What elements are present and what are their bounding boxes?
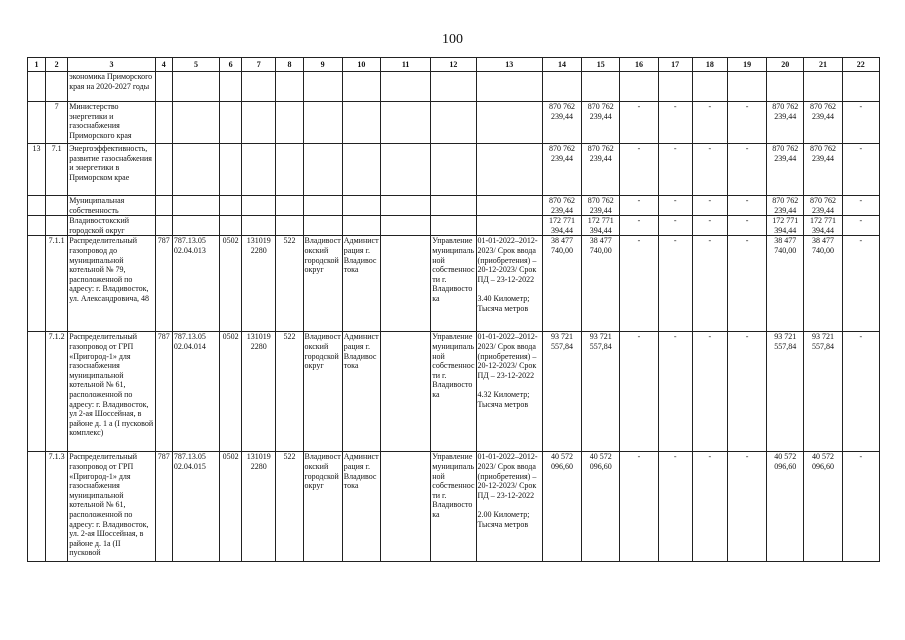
- column-header-14: 14: [542, 58, 581, 72]
- cell-col-14: 870 762 239,44: [542, 196, 581, 216]
- cell-col-21: 93 721 557,84: [804, 332, 842, 452]
- cell-col-17: -: [658, 236, 692, 332]
- cell-col-2: [46, 216, 68, 236]
- cell-col-8: 522: [276, 452, 303, 562]
- cell-col-9: [303, 102, 342, 144]
- cell-col-15: 40 572 096,60: [582, 452, 620, 562]
- cell-col-8: [276, 102, 303, 144]
- cell-col-3: Владивостокский городской округ: [68, 216, 156, 236]
- cell-col-19: -: [727, 216, 766, 236]
- cell-col-18: -: [692, 144, 727, 196]
- cell-col-20: [767, 72, 804, 102]
- cell-col-17: -: [658, 102, 692, 144]
- cell-col-8: 522: [276, 332, 303, 452]
- cell-col-6: 0502: [220, 236, 242, 332]
- cell-col-10: [342, 102, 380, 144]
- cell-col-6: [220, 144, 242, 196]
- cell-col-12: Управление муниципальной собственности г. Владивостока: [431, 452, 476, 562]
- cell-col-16: -: [620, 102, 658, 144]
- cell-col-3: Муниципальная собственность: [68, 196, 156, 216]
- cell-col-21: 870 762 239,44: [804, 102, 842, 144]
- cell-col-11: [380, 72, 430, 102]
- cell-col-4: [155, 144, 172, 196]
- cell-col-12: Управление муниципальной собственности г. Владивостока: [431, 332, 476, 452]
- column-header-11: 11: [380, 58, 430, 72]
- cell-col-19: -: [727, 196, 766, 216]
- cell-col-9: [303, 144, 342, 196]
- cell-col-16: -: [620, 216, 658, 236]
- cell-col-14: 38 477 740,00: [542, 236, 581, 332]
- cell-col-18: -: [692, 196, 727, 216]
- cell-col-18: -: [692, 216, 727, 236]
- column-header-2: 2: [46, 58, 68, 72]
- cell-col-2: 7: [46, 102, 68, 144]
- cell-col-22: -: [842, 236, 879, 332]
- cell-col-8: [276, 144, 303, 196]
- cell-col-4: 787: [155, 332, 172, 452]
- cell-col-12: Управление муниципальной собственности г. Владивостока: [431, 236, 476, 332]
- cell-col-16: -: [620, 452, 658, 562]
- column-header-20: 20: [767, 58, 804, 72]
- cell-col-19: -: [727, 452, 766, 562]
- cell-col-1: [28, 452, 46, 562]
- column-header-5: 5: [172, 58, 219, 72]
- cell-col-12: [431, 102, 476, 144]
- cell-col-22: -: [842, 196, 879, 216]
- cell-col-14: 93 721 557,84: [542, 332, 581, 452]
- cell-col-19: -: [727, 144, 766, 196]
- cell-col-5: [172, 196, 219, 216]
- column-header-16: 16: [620, 58, 658, 72]
- cell-col-14: 40 572 096,60: [542, 452, 581, 562]
- cell-col-22: -: [842, 102, 879, 144]
- cell-col-6: [220, 216, 242, 236]
- cell-col-17: -: [658, 332, 692, 452]
- column-header-10: 10: [342, 58, 380, 72]
- cell-col-12: [431, 144, 476, 196]
- column-header-3: 3: [68, 58, 156, 72]
- cell-col-21: 40 572 096,60: [804, 452, 842, 562]
- cell-col-11: [380, 452, 430, 562]
- cell-col-18: -: [692, 452, 727, 562]
- cell-col-2: 7.1.1: [46, 236, 68, 332]
- cell-col-7: 131019 2280: [242, 236, 276, 332]
- cell-col-2: 7.1.3: [46, 452, 68, 562]
- cell-col-2: [46, 72, 68, 102]
- cell-col-8: [276, 72, 303, 102]
- cell-col-3: Распределительный газопровод от ГРП «Пригород-1» для газоснабжения муниципальной котельной № 61, расположенной по адресу: г. Владивосток, ул 2-ая Шоссейная, в районе д. 1 а (I пусковой комплекс): [68, 332, 156, 452]
- cell-col-1: [28, 196, 46, 216]
- cell-col-22: [842, 72, 879, 102]
- cell-col-11: [380, 216, 430, 236]
- column-header-7: 7: [242, 58, 276, 72]
- cell-col-15: 870 762 239,44: [582, 102, 620, 144]
- cell-col-6: [220, 102, 242, 144]
- cell-col-1: 13: [28, 144, 46, 196]
- table-body: [28, 72, 880, 562]
- cell-col-15: 38 477 740,00: [582, 236, 620, 332]
- table-row: [28, 144, 880, 196]
- cell-col-19: -: [727, 102, 766, 144]
- cell-col-14: 172 771 394,44: [542, 216, 581, 236]
- cell-col-7: [242, 216, 276, 236]
- cell-col-2: 7.1: [46, 144, 68, 196]
- cell-col-13: [476, 216, 542, 236]
- cell-col-4: [155, 102, 172, 144]
- cell-col-20: 870 762 239,44: [767, 196, 804, 216]
- cell-col-13: [476, 196, 542, 216]
- cell-col-17: -: [658, 452, 692, 562]
- cell-col-22: -: [842, 332, 879, 452]
- cell-col-16: -: [620, 144, 658, 196]
- cell-col-7: 131019 2280: [242, 332, 276, 452]
- cell-col-5: [172, 102, 219, 144]
- column-header-13: 13: [476, 58, 542, 72]
- cell-col-15: 172 771 394,44: [582, 216, 620, 236]
- column-header-4: 4: [155, 58, 172, 72]
- table-row: [28, 452, 880, 562]
- cell-col-7: [242, 102, 276, 144]
- cell-col-9: Владивостокский городской округ: [303, 332, 342, 452]
- cell-col-10: [342, 196, 380, 216]
- cell-col-7: [242, 196, 276, 216]
- cell-col-7: [242, 144, 276, 196]
- column-header-6: 6: [220, 58, 242, 72]
- table-row: [28, 236, 880, 332]
- cell-col-1: [28, 216, 46, 236]
- column-header-19: 19: [727, 58, 766, 72]
- cell-col-21: [804, 72, 842, 102]
- cell-col-15: [582, 72, 620, 102]
- cell-col-17: -: [658, 216, 692, 236]
- table-row: [28, 196, 880, 216]
- cell-col-20: 93 721 557,84: [767, 332, 804, 452]
- cell-col-21: 172 771 394,44: [804, 216, 842, 236]
- cell-col-7: 131019 2280: [242, 452, 276, 562]
- cell-col-11: [380, 236, 430, 332]
- cell-col-3: Энергоэффективность, развитие газоснабжения и энергетики в Приморском крае: [68, 144, 156, 196]
- cell-col-20: 38 477 740,00: [767, 236, 804, 332]
- cell-col-5: 787.13.05 02.04.014: [172, 332, 219, 452]
- cell-col-12: [431, 216, 476, 236]
- cell-col-9: Владивостокский городской округ: [303, 452, 342, 562]
- cell-col-18: -: [692, 102, 727, 144]
- cell-col-5: 787.13.05 02.04.015: [172, 452, 219, 562]
- cell-col-15: 870 762 239,44: [582, 196, 620, 216]
- column-header-21: 21: [804, 58, 842, 72]
- cell-col-1: [28, 332, 46, 452]
- cell-col-13: 01-01-2022–2012-2023/ Срок ввода (приобретения) – 20-12-2023/ Срок ПД – 23-12-2022 2.00 Километр; Тысяча метров: [476, 452, 542, 562]
- cell-col-22: -: [842, 216, 879, 236]
- cell-col-19: -: [727, 332, 766, 452]
- cell-col-19: [727, 72, 766, 102]
- cell-col-9: Владивостокский городской округ: [303, 236, 342, 332]
- cell-col-15: 93 721 557,84: [582, 332, 620, 452]
- cell-col-4: [155, 72, 172, 102]
- cell-col-7: [242, 72, 276, 102]
- cell-col-22: -: [842, 452, 879, 562]
- cell-col-11: [380, 196, 430, 216]
- cell-col-21: 38 477 740,00: [804, 236, 842, 332]
- cell-col-6: 0502: [220, 332, 242, 452]
- cell-col-20: 870 762 239,44: [767, 144, 804, 196]
- cell-col-1: [28, 236, 46, 332]
- cell-col-5: [172, 144, 219, 196]
- cell-col-18: -: [692, 236, 727, 332]
- cell-col-14: 870 762 239,44: [542, 144, 581, 196]
- cell-col-10: [342, 216, 380, 236]
- budget-table: [27, 57, 880, 562]
- cell-col-3: Распределительный газопровод до муниципальной котельной № 79, расположенной по адресу: г. Владивосток, ул. Александровича, 48: [68, 236, 156, 332]
- cell-col-5: 787.13.05 02.04.013: [172, 236, 219, 332]
- cell-col-4: [155, 216, 172, 236]
- cell-col-10: [342, 144, 380, 196]
- cell-col-16: -: [620, 196, 658, 216]
- cell-col-13: [476, 102, 542, 144]
- cell-col-8: 522: [276, 236, 303, 332]
- cell-col-2: 7.1.2: [46, 332, 68, 452]
- header-row: [28, 58, 880, 72]
- cell-col-9: [303, 72, 342, 102]
- cell-col-20: 40 572 096,60: [767, 452, 804, 562]
- cell-col-4: [155, 196, 172, 216]
- column-header-9: 9: [303, 58, 342, 72]
- column-header-22: 22: [842, 58, 879, 72]
- cell-col-2: [46, 196, 68, 216]
- cell-col-16: -: [620, 236, 658, 332]
- cell-col-12: [431, 72, 476, 102]
- cell-col-6: 0502: [220, 452, 242, 562]
- cell-col-8: [276, 196, 303, 216]
- cell-col-10: Администрация г. Владивостока: [342, 236, 380, 332]
- cell-col-5: [172, 216, 219, 236]
- table-row: [28, 102, 880, 144]
- table-row: [28, 216, 880, 236]
- cell-col-11: [380, 332, 430, 452]
- cell-col-13: [476, 144, 542, 196]
- cell-col-10: [342, 72, 380, 102]
- cell-col-6: [220, 72, 242, 102]
- cell-col-11: [380, 144, 430, 196]
- table-row: [28, 72, 880, 102]
- column-header-1: 1: [28, 58, 46, 72]
- cell-col-4: 787: [155, 236, 172, 332]
- cell-col-20: 172 771 394,44: [767, 216, 804, 236]
- cell-col-15: 870 762 239,44: [582, 144, 620, 196]
- cell-col-3: экономика Приморского края на 2020-2027 годы: [68, 72, 156, 102]
- cell-col-17: -: [658, 196, 692, 216]
- column-header-8: 8: [276, 58, 303, 72]
- cell-col-19: -: [727, 236, 766, 332]
- cell-col-4: 787: [155, 452, 172, 562]
- cell-col-18: [692, 72, 727, 102]
- cell-col-11: [380, 102, 430, 144]
- cell-col-9: [303, 196, 342, 216]
- cell-col-17: -: [658, 144, 692, 196]
- cell-col-22: -: [842, 144, 879, 196]
- cell-col-10: Администрация г. Владивостока: [342, 332, 380, 452]
- cell-col-12: [431, 196, 476, 216]
- cell-col-21: 870 762 239,44: [804, 144, 842, 196]
- cell-col-13: [476, 72, 542, 102]
- cell-col-21: 870 762 239,44: [804, 196, 842, 216]
- cell-col-10: Администрация г. Владивостока: [342, 452, 380, 562]
- cell-col-18: -: [692, 332, 727, 452]
- column-header-17: 17: [658, 58, 692, 72]
- cell-col-14: 870 762 239,44: [542, 102, 581, 144]
- cell-col-14: [542, 72, 581, 102]
- page-number: 100: [442, 32, 463, 47]
- cell-col-13: 01-01-2022–2012-2023/ Срок ввода (приобретения) – 20-12-2023/ Срок ПД – 23-12-2022 4.32 Километр; Тысяча метров: [476, 332, 542, 452]
- cell-col-5: [172, 72, 219, 102]
- column-header-15: 15: [582, 58, 620, 72]
- table-row: [28, 332, 880, 452]
- column-header-18: 18: [692, 58, 727, 72]
- cell-col-17: [658, 72, 692, 102]
- cell-col-8: [276, 216, 303, 236]
- cell-col-1: [28, 72, 46, 102]
- cell-col-20: 870 762 239,44: [767, 102, 804, 144]
- cell-col-16: [620, 72, 658, 102]
- cell-col-3: Распределительный газопровод от ГРП «Пригород-1» для газоснабжения муниципальной котельной № 61, расположенной по адресу: г. Владивосток, ул. 2-ая Шоссейная, в районе д. 1а (II пусковой: [68, 452, 156, 562]
- cell-col-13: 01-01-2022–2012-2023/ Срок ввода (приобретения) – 20-12-2023/ Срок ПД – 23-12-2022 3.40 Километр; Тысяча метров: [476, 236, 542, 332]
- cell-col-9: [303, 216, 342, 236]
- column-header-12: 12: [431, 58, 476, 72]
- cell-col-3: Министерство энергетики и газоснабжения Приморского края: [68, 102, 156, 144]
- cell-col-1: [28, 102, 46, 144]
- cell-col-6: [220, 196, 242, 216]
- cell-col-16: -: [620, 332, 658, 452]
